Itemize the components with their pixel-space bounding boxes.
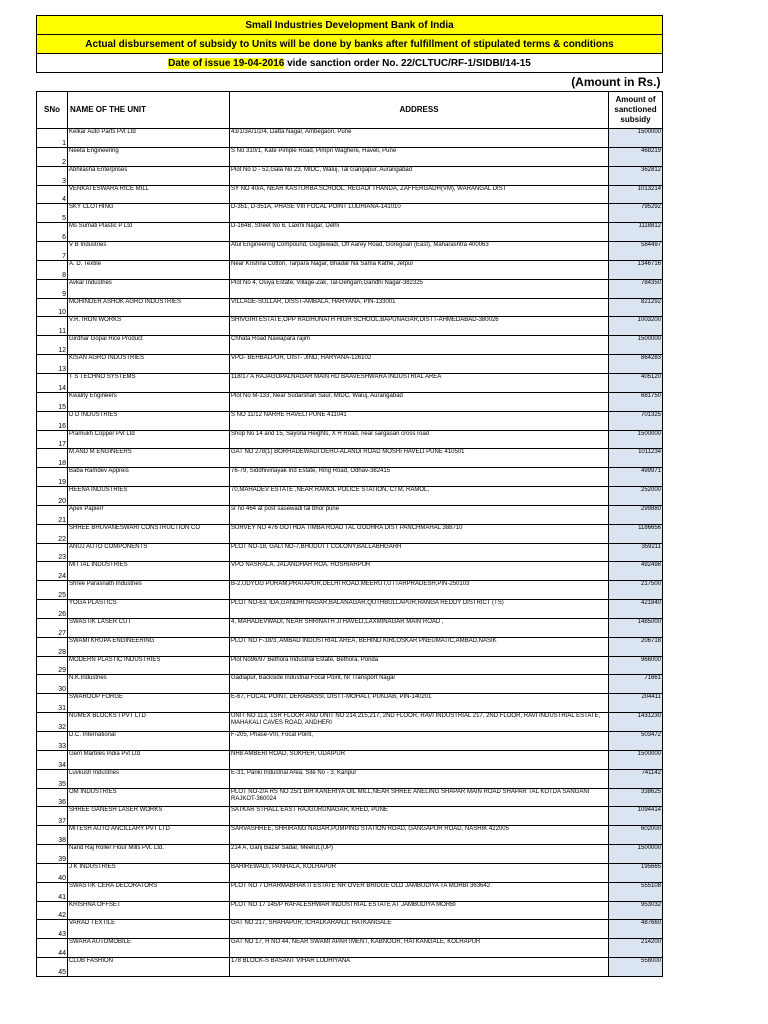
- row-address: S NO 11/12 NARHE HAVELI PUNE 411041: [230, 411, 609, 430]
- row-sno: 16: [37, 411, 68, 430]
- row-address: E-67, FOCAL POINT, DERABASSI, DISTT-MOHALI, PUNJAB, PIN-140201: [230, 694, 609, 713]
- issue-date-text: Date of issue 19-04-2016: [168, 57, 285, 69]
- table-row: [37, 487, 663, 506]
- table-row: [37, 939, 663, 958]
- row-sno: 15: [37, 392, 68, 411]
- row-address: PLOT NO-2/A RS NO 25/1 B/H KANERIYA OIL MILL,NEAR SHREE ANELING SHAPAR MAIN ROAD SHAPAR TAL KOTDA SANGANI RAJKOT-360024: [230, 788, 609, 807]
- row-amount: 1500000: [609, 430, 663, 449]
- row-sno: 8: [37, 260, 68, 279]
- table-row: [37, 675, 663, 694]
- table-row: [37, 373, 663, 392]
- row-amount: 555108: [609, 882, 663, 901]
- row-sno: 30: [37, 675, 68, 694]
- row-amount: 864283: [609, 355, 663, 374]
- table-row: [37, 260, 663, 279]
- column-sno: SNo: [37, 92, 68, 129]
- row-address: VPO NASRALA, JALANDHAR ROA, HOSHIARPUR: [230, 562, 609, 581]
- row-address: 70,MAHADEV ESTATE ,NEAR RAMOL POLICE STATION, CTM, RAMOL,: [230, 487, 609, 506]
- row-unit-name: VARAD TEXTILE: [68, 920, 230, 939]
- row-amount: 701325: [609, 411, 663, 430]
- row-amount: 1500000: [609, 336, 663, 355]
- row-address: GAT NO 278(1) BORHADEWADI DEHU-ALANDI ROAD MOSHI HAVELI PUNE 410501: [230, 449, 609, 468]
- row-unit-name: Kwality Engineers: [68, 392, 230, 411]
- row-amount: 953032: [609, 901, 663, 920]
- row-address: B-2,UDYOG PURAM,PRATAPUR,DELHI ROAD,MEERUT,UTTARPRADESH,PIN-250103: [230, 581, 609, 600]
- row-unit-name: Pramukh Copper Pvt Ltd: [68, 430, 230, 449]
- column-name: NAME OF THE UNIT: [68, 92, 230, 129]
- row-sno: 5: [37, 204, 68, 223]
- row-sno: 12: [37, 336, 68, 355]
- table-row: [37, 769, 663, 788]
- table-row: [37, 920, 663, 939]
- row-unit-name: MOHINDER ASHOK AGRO INDUSTRIES: [68, 298, 230, 317]
- row-amount: 1500000: [609, 845, 663, 864]
- amount-note-row: [37, 73, 663, 92]
- row-address: PLOT NO 7 DHARMABHAKTI ESTATE NR OVER BRIDGE OLD JAMBUDIYA TA MORBI 363642: [230, 882, 609, 901]
- table-row: [37, 713, 663, 732]
- row-address: E-31, Panki Industrial Area, Site No - 3, Kanpur: [230, 769, 609, 788]
- table-row: [37, 392, 663, 411]
- column-address: ADDRESS: [230, 92, 609, 129]
- row-amount: 217500: [609, 581, 663, 600]
- row-address: SY NO 40/A, NEAR KASTURBA SCHOOL, REGADI THANDA, ZAFFERGADH(VM), WARANGAL DIST: [230, 185, 609, 204]
- row-unit-name: VENKATESWARA RICE MILL: [68, 185, 230, 204]
- row-unit-name: J K INDUSTRIES: [68, 863, 230, 882]
- row-address: VILLAGE-SULLAR, DISST-AMBALA, HARYANA, PIN-133001: [230, 298, 609, 317]
- table-row: [37, 279, 663, 298]
- row-unit-name: NUMEX BLOCKS I PVT LTD: [68, 713, 230, 732]
- row-unit-name: Girdhar Gopal Rice Product: [68, 336, 230, 355]
- row-sno: 43: [37, 920, 68, 939]
- row-unit-name: Avkar Industries: [68, 279, 230, 298]
- disbursement-notice: Actual disbursement of subsidy to Units will be done by banks after fulfillment of stipulated terms & conditions: [37, 35, 663, 54]
- column-amount: Amount of sanctioned subsidy: [609, 92, 663, 129]
- table-row: [37, 694, 663, 713]
- row-sno: 24: [37, 562, 68, 581]
- table-row: [37, 430, 663, 449]
- row-unit-name: SWASTIK CERA DECORATORS: [68, 882, 230, 901]
- row-amount: 1346716: [609, 260, 663, 279]
- row-address: 76-79, Siddhivinayak Ind Estate, Ring Road, Odhav-382415: [230, 468, 609, 487]
- row-unit-name: MITESH AUTO ANCILLARY PVT LTD: [68, 826, 230, 845]
- row-address: D-164B, Street No 6, Laxmi Nagar, Delhi: [230, 223, 609, 242]
- amount-note: (Amount in Rs.): [571, 75, 661, 89]
- row-address: GAT NO 217, SHAHAPUR, ICHALKARANJI, HATKANGALE: [230, 920, 609, 939]
- row-sno: 45: [37, 958, 68, 977]
- row-sno: 21: [37, 505, 68, 524]
- row-address: 118/17 A RAJAGOPALNAGAR MAIN RD BAAVESHWARA INDUSTRIAL AREA: [230, 373, 609, 392]
- table-row: [37, 336, 663, 355]
- row-sno: 34: [37, 750, 68, 769]
- table-row: [37, 807, 663, 826]
- row-amount: 821292: [609, 298, 663, 317]
- row-unit-name: OM INDUSTRIES: [68, 788, 230, 807]
- row-address: F-205, Phase-VIII, Focal Point,: [230, 732, 609, 751]
- row-address: Plot No 4, Osiya Estate, Village-Zak, Tal-Dehgam,Gandhi Nagar-382325: [230, 279, 609, 298]
- row-sno: 18: [37, 449, 68, 468]
- table-row: [37, 411, 663, 430]
- row-amount: 195665: [609, 863, 663, 882]
- row-amount: 741142: [609, 769, 663, 788]
- row-unit-name: CLUB FASHION: [68, 958, 230, 977]
- row-sno: 13: [37, 355, 68, 374]
- row-sno: 27: [37, 618, 68, 637]
- row-sno: 17: [37, 430, 68, 449]
- row-amount: 795292: [609, 204, 663, 223]
- row-address: UNIT NO 113, 1SR FLOOR AND UNIT NO 214,215,217, 2ND FLOOR, RAVI INDUSTRIAL 217, 2ND FLOOR, RAVI INDUSTRIAL ESTATE, MAHAKALI CAVES ROAD, ANDHERI: [230, 713, 609, 732]
- row-amount: 784350: [609, 279, 663, 298]
- row-address: Plot No D - 52,Gala No 23, MIDC, Waluj, Tal Gangapur, Aurangabad: [230, 166, 609, 185]
- row-amount: 558000: [609, 958, 663, 977]
- row-sno: 23: [37, 543, 68, 562]
- table-row: [37, 562, 663, 581]
- row-amount: 468219: [609, 147, 663, 166]
- row-unit-name: T S TECHNO SYSTEMS: [68, 373, 230, 392]
- row-amount: 359211: [609, 543, 663, 562]
- row-unit-name: SHREE BHUVANESWARI CONSTRUCTION CO: [68, 524, 230, 543]
- row-amount: 1118812: [609, 223, 663, 242]
- row-unit-name: MITTAL INDUSTRIES: [68, 562, 230, 581]
- row-amount: 214200: [609, 939, 663, 958]
- table-row: [37, 637, 663, 656]
- row-amount: 204411: [609, 694, 663, 713]
- row-amount: 421840: [609, 600, 663, 619]
- issue-date: [37, 54, 663, 73]
- table-row: [37, 618, 663, 637]
- row-sno: 28: [37, 637, 68, 656]
- row-sno: 35: [37, 769, 68, 788]
- row-unit-name: HEENA INDUSTRIES: [68, 487, 230, 506]
- table-row: [37, 543, 663, 562]
- row-sno: 33: [37, 732, 68, 751]
- row-amount: 405120: [609, 373, 663, 392]
- row-unit-name: Luvkush Industries: [68, 769, 230, 788]
- table-row: [37, 468, 663, 487]
- row-sno: 20: [37, 487, 68, 506]
- row-sno: 31: [37, 694, 68, 713]
- row-sno: 36: [37, 788, 68, 807]
- bank-title-row: [37, 16, 663, 35]
- row-amount: 252000: [609, 487, 663, 506]
- row-amount: 1013214: [609, 185, 663, 204]
- row-unit-name: Shree Parasnath Industries: [68, 581, 230, 600]
- row-unit-name: D.C. International: [68, 732, 230, 751]
- row-sno: 10: [37, 298, 68, 317]
- sanction-order: vide sanction order No. 22/CLTUC/RF-1/SIDBI/14-15: [284, 57, 531, 69]
- row-sno: 37: [37, 807, 68, 826]
- bank-title: Small Industries Development Bank of India: [37, 16, 663, 35]
- table-row: [37, 826, 663, 845]
- row-address: Atul Engineering Compound, Gogtewadi, Off Aarey Road, Goregoan (East), Maharashtra 400063: [230, 242, 609, 261]
- row-sno: 1: [37, 129, 68, 148]
- table-row: [37, 656, 663, 675]
- row-unit-name: N.K.Industries: [68, 675, 230, 694]
- table-body: [37, 129, 663, 977]
- table-row: [37, 524, 663, 543]
- subsidy-sheet: [36, 15, 662, 977]
- row-amount: 71661: [609, 675, 663, 694]
- row-address: SHIVGIRI ESTATE,OPP RAGHUNATH HIGH SCHOOL,BAPUNAGAR,DISTT-AHMEDABAD-380026: [230, 317, 609, 336]
- row-unit-name: A. D. Textile: [68, 260, 230, 279]
- row-address: sr no 464 at post sasewadi tal bhor pune: [230, 505, 609, 524]
- row-amount: 966000: [609, 656, 663, 675]
- row-sno: 11: [37, 317, 68, 336]
- row-amount: 487660: [609, 920, 663, 939]
- row-unit-name: ANUJ AUTO COMPONENTS: [68, 543, 230, 562]
- row-unit-name: SKY CLOTHING: [68, 204, 230, 223]
- row-address: PLOT NO-63, IDA,GANDHI NAGAR,BALANAGAR,QUTHBULLAPUR,RANGA REDDY DISTRICT (TS): [230, 600, 609, 619]
- row-sno: 2: [37, 147, 68, 166]
- row-address: SARVASHREE, SHRIRANG NAGAR,PUMPING STATION ROAD, GANGAPUR ROAD, NASHIK 422005: [230, 826, 609, 845]
- table-row: [37, 600, 663, 619]
- row-unit-name: M AND M ENGINEERS: [68, 449, 230, 468]
- table-row: [37, 958, 663, 977]
- row-amount: 1186656: [609, 524, 663, 543]
- row-sno: 41: [37, 882, 68, 901]
- row-unit-name: SWAROOP FORGE: [68, 694, 230, 713]
- row-amount: 503472: [609, 732, 663, 751]
- row-sno: 6: [37, 223, 68, 242]
- table-row: [37, 129, 663, 148]
- row-address: GAT NO 17, H NO 44, NEAR SWAMI APARTMENT, KABNOOR, HATKANGALE, KOLHAPUR: [230, 939, 609, 958]
- notice-row: [37, 35, 663, 54]
- row-address: S No 310/1, Kate Pimple Road, Pimpri Waghere, Haveli, Pune: [230, 147, 609, 166]
- row-amount: 1500000: [609, 750, 663, 769]
- row-unit-name: YOGA PLASTICS: [68, 600, 230, 619]
- table-row: [37, 732, 663, 751]
- table-row: [37, 750, 663, 769]
- row-amount: 584497: [609, 242, 663, 261]
- row-amount: 362812: [609, 166, 663, 185]
- issue-date-row: [37, 54, 663, 73]
- row-unit-name: Apex Papierr: [68, 505, 230, 524]
- table-row: [37, 147, 663, 166]
- column-header-row: [37, 92, 663, 129]
- row-address: 4, MAHADEVWADI, NEAR SHRINATH JI HAVELI,LAXMINAGAR MAIN ROAD ,: [230, 618, 609, 637]
- row-unit-name: Ms Sumati Plastic P Ltd: [68, 223, 230, 242]
- row-unit-name: V.R. IRON WORKS: [68, 317, 230, 336]
- table-row: [37, 449, 663, 468]
- row-unit-name: Neeta Engineering: [68, 147, 230, 166]
- row-sno: 42: [37, 901, 68, 920]
- row-amount: 1431230: [609, 713, 663, 732]
- table-row: [37, 223, 663, 242]
- row-unit-name: KRISHNA OFFSET: [68, 901, 230, 920]
- table-row: [37, 204, 663, 223]
- table-row: [37, 505, 663, 524]
- row-sno: 9: [37, 279, 68, 298]
- row-unit-name: Abhilasha Enterprises: [68, 166, 230, 185]
- row-address: PLOT NO 17 145/P RAFALESHWAR INDUSTRIAL ESTATE AT JAMBUDIYA MORBI: [230, 901, 609, 920]
- row-sno: 19: [37, 468, 68, 487]
- row-amount: 206718: [609, 637, 663, 656]
- table-row: [37, 863, 663, 882]
- row-unit-name: Nand Raj Roller Flour Mills Pvt. Ltd.: [68, 845, 230, 864]
- row-unit-name: MODERN PLASTIC INDUSTRIES: [68, 656, 230, 675]
- row-sno: 44: [37, 939, 68, 958]
- row-address: 43/1/3A/1/2/4, Datta Nagar, Ambegaon, Pune: [230, 129, 609, 148]
- row-address: PLOT NO-18, GALI NO-7,BHUDUTT COLONY,BALLABHGARH: [230, 543, 609, 562]
- table-row: [37, 242, 663, 261]
- row-sno: 38: [37, 826, 68, 845]
- row-unit-name: SWAMI KRUPA ENGINEERING: [68, 637, 230, 656]
- row-unit-name: SHREE GANESH LASER WORKS: [68, 807, 230, 826]
- row-address: 214 A, Ganj Bazar Sadar, Meerut,(UP): [230, 845, 609, 864]
- row-unit-name: SWASTIK LASER CUT: [68, 618, 230, 637]
- row-address: Gadiapur, Backside Industrial Focal Point, Nr Transport Nagar: [230, 675, 609, 694]
- row-amount: 681750: [609, 392, 663, 411]
- row-address: SURVEY NO 476 GOTHDA TIMBA ROAD TAL GODHRA DIST PANCHMAHAL 388710: [230, 524, 609, 543]
- row-sno: 22: [37, 524, 68, 543]
- row-sno: 26: [37, 600, 68, 619]
- table-row: [37, 355, 663, 374]
- row-unit-name: V B Industries: [68, 242, 230, 261]
- row-amount: 1003200: [609, 317, 663, 336]
- row-amount: 602000: [609, 826, 663, 845]
- table-row: [37, 882, 663, 901]
- row-amount: 499971: [609, 468, 663, 487]
- table-row: [37, 185, 663, 204]
- row-sno: 4: [37, 185, 68, 204]
- row-unit-name: D D INDUSTRIES: [68, 411, 230, 430]
- row-address: Shop No 14 and 15, Sayona Heights, X H Road, near sargasan cross road: [230, 430, 609, 449]
- row-address: SATKAR STHALL EAST RAJGURUNAGAR, KHED, PUNE: [230, 807, 609, 826]
- subsidy-table: [36, 15, 663, 977]
- row-amount: 1500000: [609, 129, 663, 148]
- table-row: [37, 317, 663, 336]
- row-unit-name: Kelkar Auto Parts Pvt Ltd: [68, 129, 230, 148]
- row-address: Chhata Road Nawapara rajim: [230, 336, 609, 355]
- row-unit-name: SWARA AUTOMOBILE: [68, 939, 230, 958]
- row-address: Plot No96/97 Bethora Industrial Estate, Bethora, Ponda: [230, 656, 609, 675]
- row-address: PLOT NO F-18/3, AMBAD INDUSTRIAL AREA, BEHIND KIRLOSKAR PNEUMATIC,AMBAD,NASIK: [230, 637, 609, 656]
- row-amount: 1011234: [609, 449, 663, 468]
- row-sno: 7: [37, 242, 68, 261]
- row-sno: 39: [37, 845, 68, 864]
- row-address: VPO- BEHBALPUR, DIST- JIND, HARYANA-126102: [230, 355, 609, 374]
- table-row: [37, 788, 663, 807]
- row-address: Plot No M-133, Near Sudarshan Saur, MIDC, Waluj, Aurangabad: [230, 392, 609, 411]
- table-row: [37, 901, 663, 920]
- table-row: [37, 845, 663, 864]
- row-address: 178 BLOCK-S BASANT VIHAR LUDHIYANA: [230, 958, 609, 977]
- row-address: D-351, D-351A, PHASE VIII FOCAL POINT LUDHIANA-141010: [230, 204, 609, 223]
- row-sno: 25: [37, 581, 68, 600]
- table-row: [37, 166, 663, 185]
- row-sno: 14: [37, 373, 68, 392]
- row-amount: 1094414: [609, 807, 663, 826]
- row-amount: 492498: [609, 562, 663, 581]
- row-amount: 338625: [609, 788, 663, 807]
- row-sno: 29: [37, 656, 68, 675]
- row-address: NH8 AMBERI ROAD, SUKHER, UDAIPUR: [230, 750, 609, 769]
- row-unit-name: Gem Marbles India Pvt Ltd: [68, 750, 230, 769]
- row-unit-name: Baba Ramdev Appreis: [68, 468, 230, 487]
- table-row: [37, 298, 663, 317]
- row-address: BAHIREWADI, PANHALA, KOLHAPUR: [230, 863, 609, 882]
- row-sno: 32: [37, 713, 68, 732]
- row-sno: 3: [37, 166, 68, 185]
- row-amount: 299880: [609, 505, 663, 524]
- row-sno: 40: [37, 863, 68, 882]
- row-amount: 1485000: [609, 618, 663, 637]
- table-row: [37, 581, 663, 600]
- row-unit-name: KISAN AGRO INDUSTRIES: [68, 355, 230, 374]
- row-address: Near Krishna Cotton, Tarpara Nagar, Bhadar Na Sama Kathe, Jetpur: [230, 260, 609, 279]
